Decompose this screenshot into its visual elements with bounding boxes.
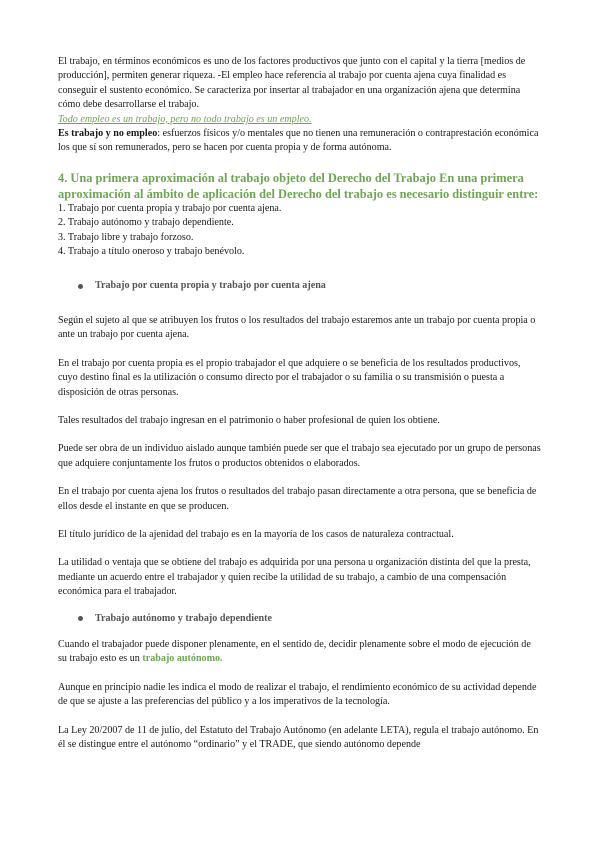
bullet-icon — [78, 616, 83, 621]
intro-note: Todo empleo es un trabajo, pero no todo trabajo es un empleo. — [58, 113, 312, 125]
section-4-heading: 4. Una primera aproximación al trabajo objeto del Derecho del Trabajo En una primera aproximación al ámbito de aplicación del Derecho del trabajo es necesario distinguir entre: — [58, 170, 539, 201]
body-paragraph — [58, 638, 542, 667]
list-item: 3. Trabajo libre y trabajo forzoso. — [58, 231, 194, 243]
intro-paragraph: El trabajo, en términos económicos es uno de los factores productivos que junto con el capital y la tierra [medios de producción], permiten generar riqueza. -El empleo hace referencia al trabajo por cuenta ajena cuya finalidad es conseguir el sustento económico. Se caracteriza por insertar al trabajador en una organización ajena que determina cómo debe desarrollarse el trabajo. — [58, 56, 526, 111]
body-paragraph: Aunque en principio nadie les indica el modo de realizar el trabajo, el rendimiento económico de su actividad depende de que se ajuste a las preferencias del público y a los imperativos de la tecnología. — [58, 681, 537, 708]
definition-text: : esfuerzos físicos y/o mentales que no tienen una remuneración o contraprestación económica los que sí son remunerados, pero se hacen por cuenta propia y de forma autónoma. — [58, 128, 539, 154]
body-text: Cuando el trabajador puede disponer plenamente, en el sentido de, decidir plenamente sobre el modo de ejecución de su trabajo esto es un — [58, 638, 531, 665]
list-item: 1. Trabajo por cuenta propia y trabajo por cuenta ajena. — [58, 202, 282, 214]
body-paragraph: Puede ser obra de un individuo aislado aunque también puede ser que el trabajo sea ejecutado por un grupo de personas que adquiere conjuntamente los frutos o productos obtenidos o elaborados. — [58, 443, 541, 469]
subsection-heading-cuenta — [78, 279, 542, 293]
body-paragraph: Tales resultados del trabajo ingresan en el patrimonio o haber profesional de quien los obtiene. — [58, 414, 440, 426]
list-item: 4. Trabajo a título oneroso y trabajo benévolo. — [58, 246, 245, 258]
body-paragraph: Según el sujeto al que se atribuyen los frutos o los resultados del trabajo estaremos ante un trabajo por cuenta propia o ante un trabajo por cuenta ajena. — [58, 314, 536, 341]
definition-paragraph — [58, 127, 542, 156]
subsection-title: Trabajo autónomo y trabajo dependiente — [95, 612, 273, 624]
section-4-list — [58, 202, 542, 260]
body-paragraph: En el trabajo por cuenta propia es el propio trabajador el que adquiere o se beneficia de los resultados productivos, cuyo destino final es la utilización o consumo directo por el trabajador o su familia o su transmisión o puesta a disposición de otras personas. — [58, 357, 521, 398]
subsection-heading-autonomo — [78, 612, 542, 626]
highlight-term: trabajo autónomo. — [142, 653, 223, 665]
subsection-title: Trabajo por cuenta propia y trabajo por cuenta ajena — [95, 280, 326, 292]
list-item: 2. Trabajo autónomo y trabajo dependiente. — [58, 217, 234, 229]
bullet-icon — [78, 284, 83, 289]
body-paragraph: La Ley 20/2007 de 11 de julio, del Estatuto del Trabajo Autónomo (en adelante LETA), regula el trabajo autónomo. En él se distingue entre el autónomo “ordinario” y el TRADE, que siendo autónomo depende — [58, 724, 539, 750]
definition-term: Es trabajo y no empleo — [58, 128, 158, 140]
body-paragraph: El título jurídico de la ajenidad del trabajo es en la mayoría de los casos de naturaleza contractual. — [58, 528, 454, 540]
body-paragraph: La utilidad o ventaja que se obtiene del trabajo es adquirida por una persona u organización distinta del que la presta, mediante un acuerdo entre el trabajador y quien recibe la utilidad de su trabajo, a cambio de una compensación económica para el trabajador. — [58, 557, 531, 598]
body-paragraph: En el trabajo por cuenta ajena los frutos o resultados del trabajo pasan directamente a otra persona, que se beneficia de ellos desde el instante en que se producen. — [58, 486, 537, 512]
